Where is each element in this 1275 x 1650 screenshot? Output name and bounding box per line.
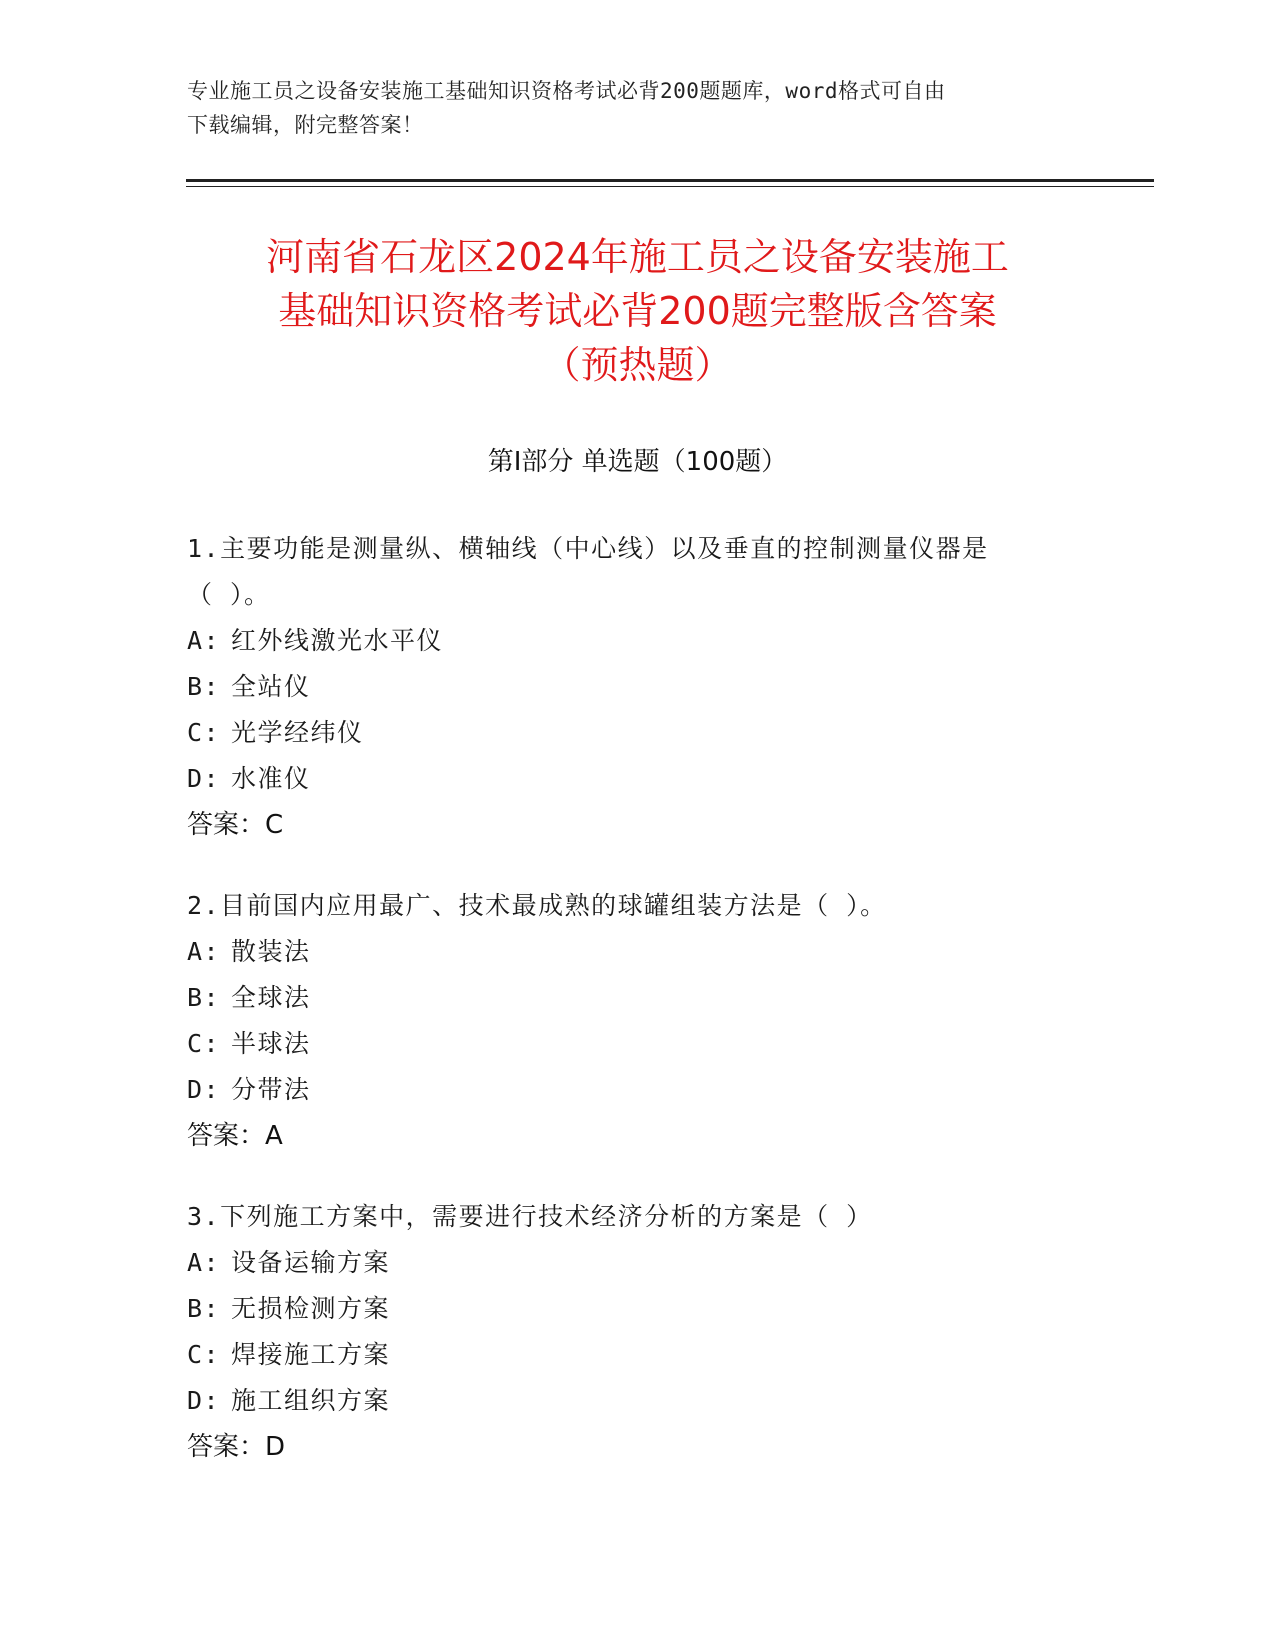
option-letter: B: — [187, 672, 221, 701]
question-2 — [187, 883, 1087, 1159]
option-text: 分带法 — [231, 1075, 311, 1104]
option-letter: A: — [187, 937, 221, 966]
option-letter: D: — [187, 1075, 221, 1104]
title-line2: 基础知识资格考试必背200题完整版含答案 — [278, 289, 997, 333]
option-a — [187, 618, 1087, 664]
question-stem: 2.目前国内应用最广、技术最成熟的球罐组装方法是（ ）。 — [187, 891, 887, 920]
title-line3: （预热题） — [542, 343, 733, 387]
option-letter: C: — [187, 1029, 221, 1058]
header-divider-thin — [186, 186, 1154, 187]
option-d — [187, 1067, 1087, 1113]
header-note-line1: 专业施工员之设备安装施工基础知识资格考试必背200题题库，word格式可自由 — [187, 79, 946, 103]
option-letter: C: — [187, 718, 221, 747]
answer: 答案：C — [187, 810, 284, 840]
option-text: 水准仪 — [231, 764, 311, 793]
option-letter: D: — [187, 1386, 221, 1415]
option-a — [187, 1240, 1087, 1286]
option-b — [187, 1286, 1087, 1332]
answer: 答案：A — [187, 1121, 283, 1151]
header-note-line2: 下载编辑，附完整答案！ — [187, 113, 424, 137]
answer: 答案：D — [187, 1432, 286, 1462]
option-text: 设备运输方案 — [231, 1248, 391, 1277]
option-text: 散装法 — [231, 937, 311, 966]
option-text: 全站仪 — [231, 672, 311, 701]
option-d — [187, 1378, 1087, 1424]
option-text: 半球法 — [231, 1029, 311, 1058]
option-text: 施工组织方案 — [231, 1386, 391, 1415]
option-letter: C: — [187, 1340, 221, 1369]
option-d — [187, 756, 1087, 802]
option-c — [187, 710, 1087, 756]
option-letter: A: — [187, 626, 221, 655]
option-c — [187, 1332, 1087, 1378]
option-b — [187, 664, 1087, 710]
option-text: 光学经纬仪 — [231, 718, 364, 747]
option-letter: B: — [187, 983, 221, 1012]
option-text: 焊接施工方案 — [231, 1340, 391, 1369]
option-letter: A: — [187, 1248, 221, 1277]
question-stem: 1.主要功能是测量纵、横轴线（中心线）以及垂直的控制测量仪器是 — [187, 534, 989, 563]
option-text: 全球法 — [231, 983, 311, 1012]
option-text: 红外线激光水平仪 — [231, 626, 444, 655]
header-note — [187, 74, 1067, 142]
option-letter: B: — [187, 1294, 221, 1323]
option-c — [187, 1021, 1087, 1067]
question-stem-continued: （ ）。 — [187, 580, 271, 609]
document-title — [140, 230, 1135, 392]
question-list — [187, 526, 1087, 1505]
section-heading: 第Ⅰ部分 单选题（100题） — [487, 447, 788, 477]
question-stem: 3.下列施工方案中，需要进行技术经济分析的方案是（ ） — [187, 1202, 873, 1231]
option-b — [187, 975, 1087, 1021]
option-letter: D: — [187, 764, 221, 793]
option-a — [187, 929, 1087, 975]
title-line1: 河南省石龙区2024年施工员之设备安装施工 — [266, 235, 1009, 279]
header-divider-thick — [186, 179, 1154, 182]
question-3 — [187, 1194, 1087, 1470]
question-1 — [187, 526, 1087, 848]
option-text: 无损检测方案 — [231, 1294, 391, 1323]
